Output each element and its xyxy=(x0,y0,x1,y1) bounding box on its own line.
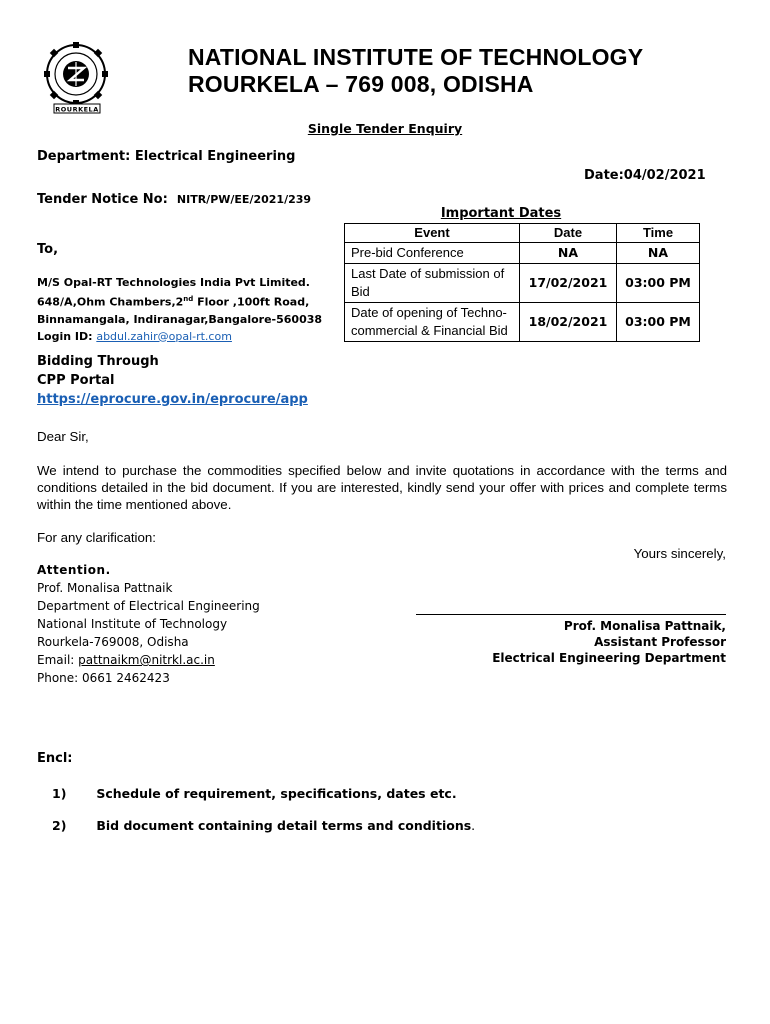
address-line-2: 648/A,Ohm Chambers,2nd Floor ,100ft Road, xyxy=(37,295,310,309)
address-line-1: M/S Opal-RT Technologies India Pvt Limited. xyxy=(37,276,310,289)
bidding-line-1: Bidding Through xyxy=(37,354,159,369)
eprocure-link[interactable]: https://eprocure.gov.in/eprocure/app xyxy=(37,392,308,407)
time-cell: 03:00 PM xyxy=(617,264,700,303)
important-dates-title: Important Dates xyxy=(440,206,562,221)
recipient-address xyxy=(37,274,322,345)
signature-block xyxy=(416,614,726,666)
enclosures-label: Encl: xyxy=(37,751,73,766)
list-item xyxy=(52,786,457,801)
tender-notice-value: NITR/PW/EE/2021/239 xyxy=(176,193,312,206)
event-cell: Last Date of submission of Bid xyxy=(345,264,520,303)
attention-inst: National Institute of Technology xyxy=(37,617,228,631)
logo-text: ROURKELA xyxy=(55,105,99,114)
attention-phone: Phone: 0661 2462423 xyxy=(37,671,170,685)
time-cell: NA xyxy=(617,243,700,264)
table-row xyxy=(345,264,700,303)
signature-title: Assistant Professor xyxy=(594,635,726,649)
event-cell: Pre-bid Conference xyxy=(345,243,520,264)
enclosure-number: 2) xyxy=(52,818,67,833)
institute-logo xyxy=(40,42,116,114)
bidding-line-2: CPP Portal xyxy=(37,373,115,388)
tender-notice-label: Tender Notice No: xyxy=(37,192,168,207)
list-item: 2) Bid document containing detail terms and conditions. xyxy=(52,818,476,833)
table-header-row xyxy=(345,224,700,243)
bidding-info xyxy=(37,352,308,409)
letter-date: Date:04/02/2021 xyxy=(584,168,706,183)
table-row xyxy=(345,303,700,342)
time-cell: 03:00 PM xyxy=(617,303,700,342)
attention-dept: Department of Electrical Engineering xyxy=(37,599,260,613)
closing: Yours sincerely, xyxy=(633,546,726,561)
attention-label: Attention. xyxy=(37,563,111,577)
address-line-3: Binnamangala, Indiranagar,Bangalore-560038 xyxy=(37,312,323,326)
attention-block xyxy=(37,561,260,687)
greeting: Dear Sir, xyxy=(37,429,89,444)
title-line-1: NATIONAL INSTITUTE OF TECHNOLOGY xyxy=(188,44,644,70)
attention-name: Prof. Monalisa Pattnaik xyxy=(37,581,173,595)
subject-text: Single Tender Enquiry xyxy=(307,121,463,136)
col-header-event: Event xyxy=(345,224,520,243)
department: Department: Electrical Engineering xyxy=(37,149,296,164)
attention-email-link[interactable]: pattnaikm@nitrkl.ac.in xyxy=(78,653,215,667)
attention-email-line: Email: pattnaikm@nitrkl.ac.in xyxy=(37,653,215,667)
important-dates-table xyxy=(344,223,700,342)
tender-notice xyxy=(37,188,311,207)
to-label: To, xyxy=(37,242,59,257)
attention-city: Rourkela-769008, Odisha xyxy=(37,635,189,649)
login-line: Login ID: abdul.zahir@opal-rt.com xyxy=(37,329,232,343)
signature-dept: Electrical Engineering Department xyxy=(492,651,726,665)
date-cell: 17/02/2021 xyxy=(520,264,617,303)
col-header-date: Date xyxy=(520,224,617,243)
clarification-text: For any clarification: xyxy=(37,530,156,545)
date-cell: 18/02/2021 xyxy=(520,303,617,342)
table-row xyxy=(345,243,700,264)
enclosure-number: 1) xyxy=(52,786,67,801)
page-title xyxy=(188,44,643,98)
subject xyxy=(0,121,770,136)
login-email-link[interactable]: abdul.zahir@opal-rt.com xyxy=(96,329,232,343)
date-cell: NA xyxy=(520,243,617,264)
col-header-time: Time xyxy=(617,224,700,243)
event-cell: Date of opening of Techno-commercial & Financial Bid xyxy=(345,303,520,342)
enclosure-text: Schedule of requirement, specifications, dates etc. xyxy=(96,786,457,801)
title-line-2: ROURKELA – 769 008, ODISHA xyxy=(188,71,534,97)
enclosure-text: Bid document containing detail terms and conditions xyxy=(96,818,472,833)
signature-name: Prof. Monalisa Pattnaik, xyxy=(563,619,726,633)
body-paragraph: We intend to purchase the commodities specified below and invite quotations in accordance with the terms and conditions detailed in the bid document. If you are interested, kindly send your offer with prices and complete terms within the time mentioned above. xyxy=(37,463,727,512)
